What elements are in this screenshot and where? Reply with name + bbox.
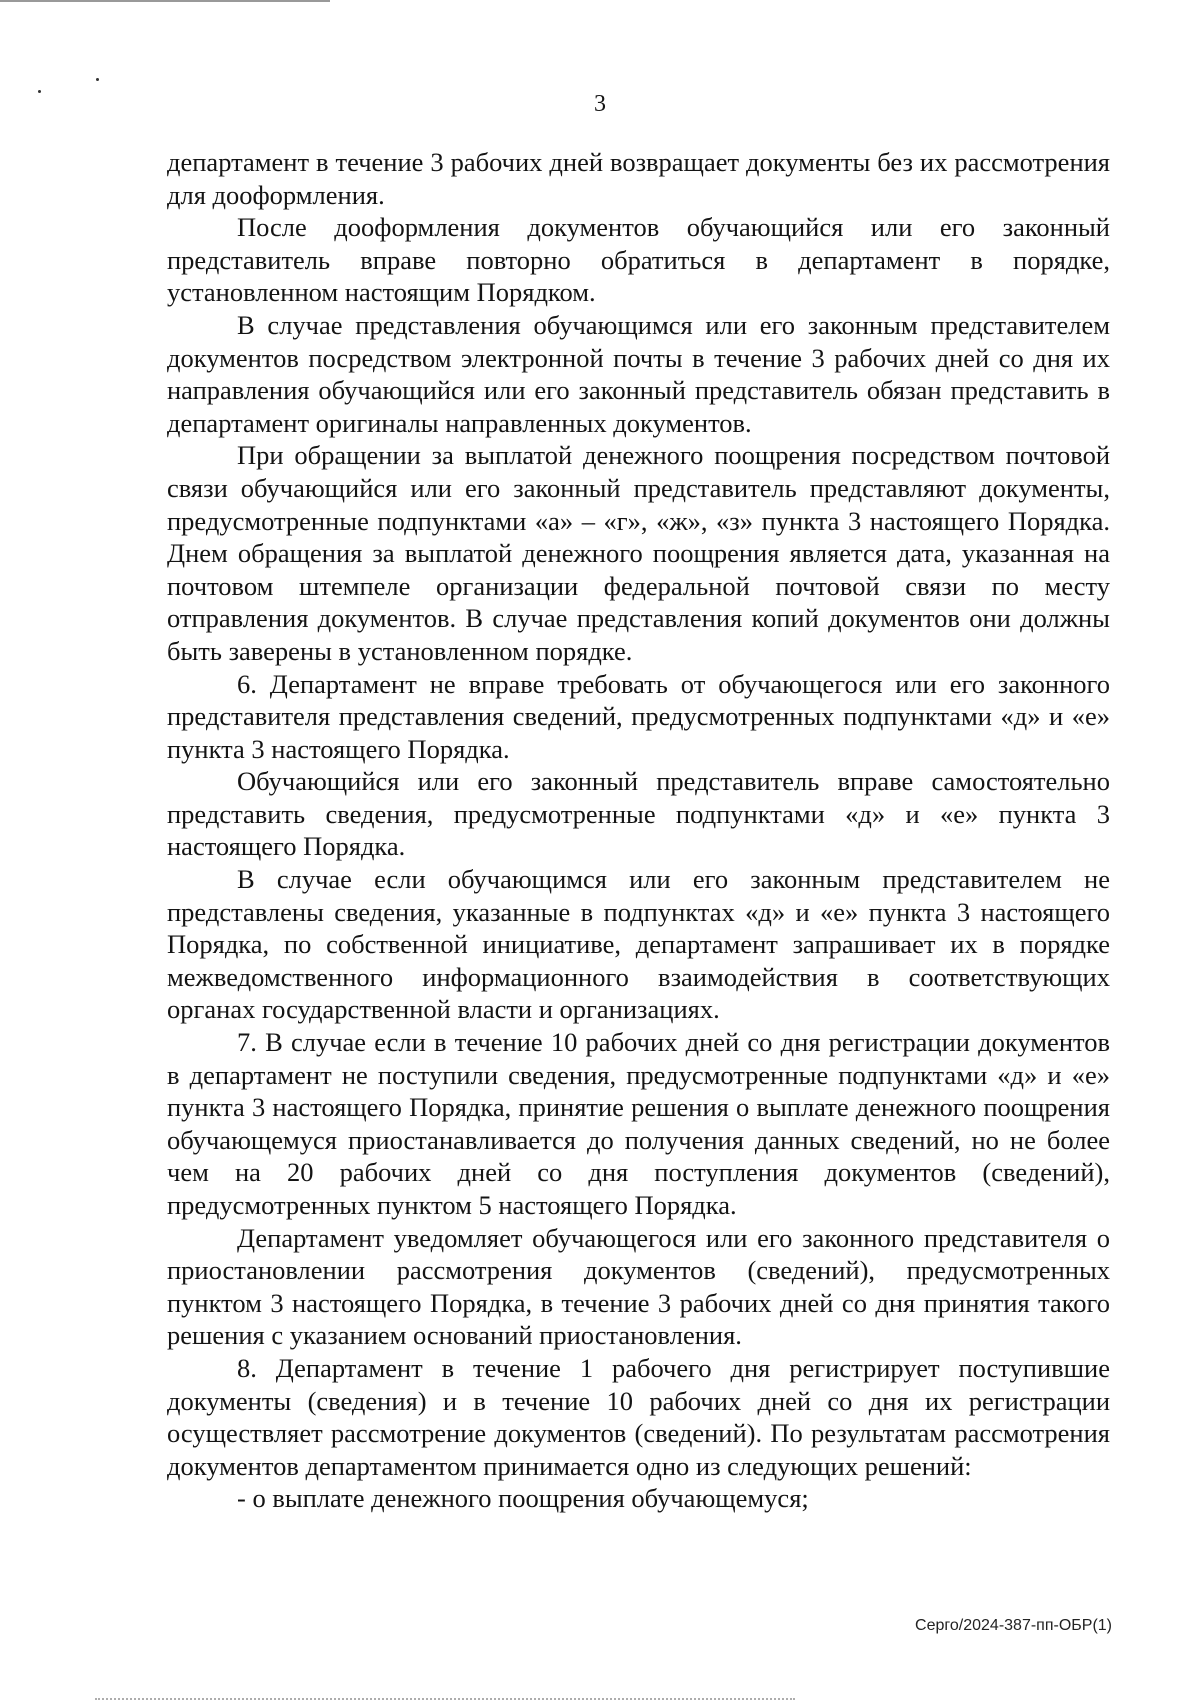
paragraph: 8. Департамент в течение 1 рабочего дня регистрирует поступившие документы (сведения) и в течение 10 рабочих дней со дня их регистрации осуществляет рассмотрение документов (сведений). По результатам рассмотрения документов департаментом принимается одно из следующих решений: [167, 1352, 1110, 1481]
paragraph: Департамент уведомляет обучающегося или его законного представителя о приостановлении рассмотрения документов (сведений), предусмотренных пунктом 3 настоящего Порядка, в течение 3 рабочих дней со дня принятия такого решения с указанием оснований приостановления. [167, 1222, 1110, 1351]
paragraph: Обучающийся или его законный представитель вправе самостоятельно представить сведения, предусмотренные подпунктами «д» и «е» пункта 3 настоящего Порядка. [167, 766, 1110, 862]
scan-top-edge [0, 0, 330, 2]
paragraph: 7. В случае если в течение 10 рабочих дней со дня регистрации документов в департамент не поступили сведения, предусмотренные подпунктами «д» и «е» пункта 3 настоящего Порядка, принятие решения о выплате денежного поощрения обучающемуся приостанавливается до получения данных сведений, но не более чем на 20 рабочих дней со дня поступления документов (сведений), предусмотренных пунктом 5 настоящего Порядка. [167, 1027, 1110, 1220]
paragraph: 6. Департамент не вправе требовать от обучающегося или его законного представителя представления сведений, предусмотренных подпунктами «д» и «е» пункта 3 настоящего Порядка. [167, 668, 1110, 764]
paragraph: - о выплате денежного поощрения обучающемуся; [237, 1483, 809, 1514]
page-number: 3 [594, 91, 606, 117]
paragraph: При обращении за выплатой денежного поощрения посредством почтовой связи обучающийся или его законный представитель представляют документы, предусмотренные подпунктами «а» – «г», «ж», «з» пункта 3 настоящего Порядка. Днем обращения за выплатой денежного поощрения является дата, указанная на почтовом штемпеле организации федеральной почтовой связи по месту отправления документов. В случае представления копий документов они должны быть заверены в установленном порядке. [167, 440, 1110, 666]
paragraph: В случае если обучающимся или его законным представителем не представлены сведения, указанные в подпунктах «д» и «е» пункта 3 настоящего Порядка, по собственной инициативе, департамент запрашивает их в порядке межведомственного информационного взаимодействия в соответствующих органах государственной власти и организациях. [167, 864, 1110, 1025]
scan-bottom-edge [95, 1698, 795, 1702]
paragraph: департамент в течение 3 рабочих дней возвращает документы без их рассмотрения для дооформления. [167, 147, 1110, 210]
paragraph: В случае представления обучающимся или его законным представителем документов посредством электронной почты в течение 3 рабочих дней со дня их направления обучающийся или его законный представитель обязан представить в департамент оригиналы направленных документов. [167, 309, 1110, 438]
scan-speck [96, 78, 99, 81]
document-code: Серго/2024-387-пп-ОБР(1) [915, 1617, 1112, 1634]
document-body [167, 146, 1110, 1515]
paragraph: После дооформления документов обучающийся или его законный представитель вправе повторно обратиться в департамент в порядке, установленном настоящим Порядком. [167, 212, 1110, 308]
